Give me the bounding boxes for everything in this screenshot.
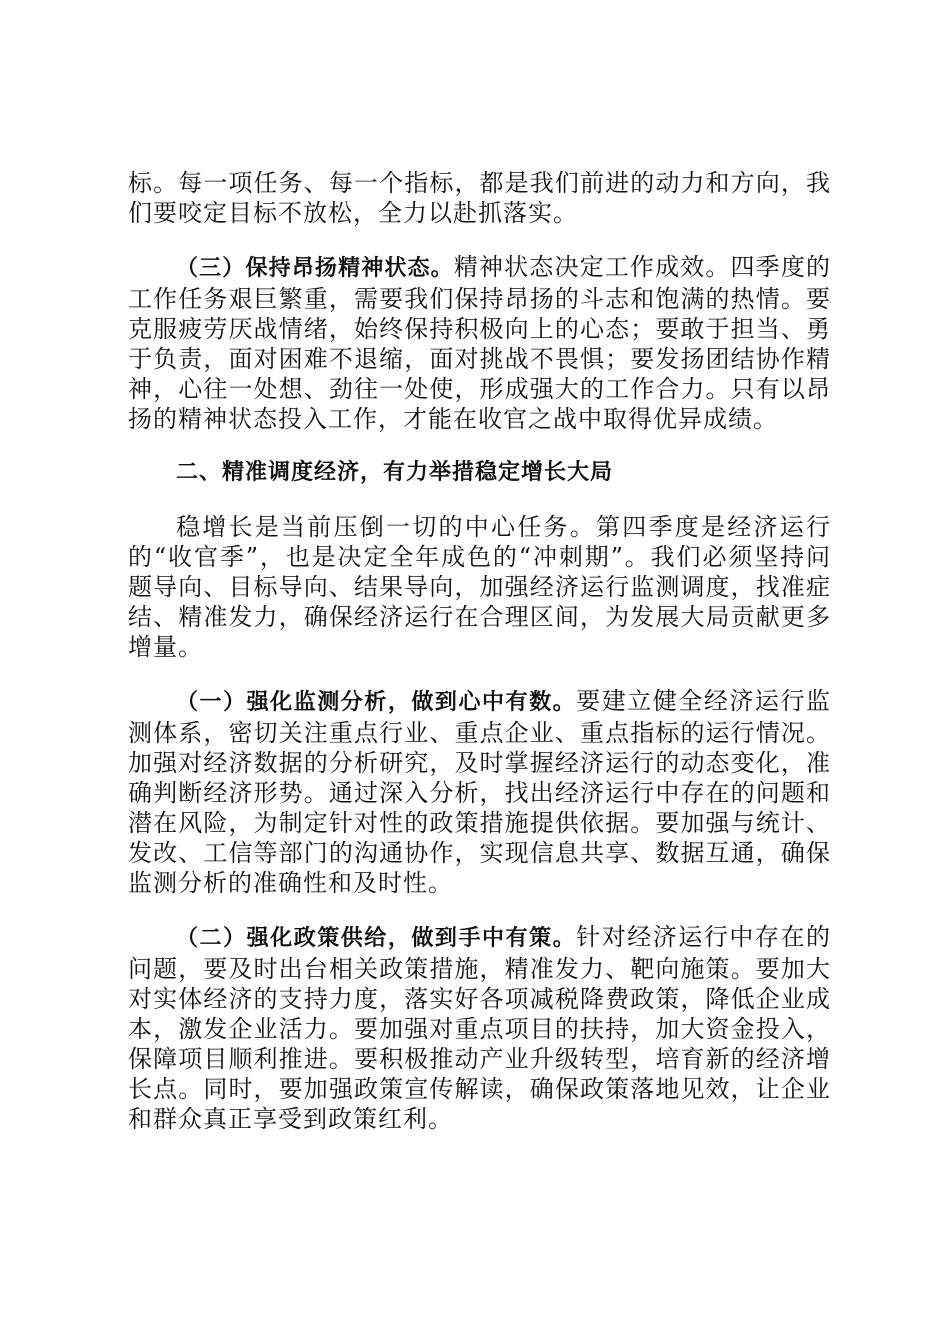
paragraph-stable-growth <box>128 512 831 662</box>
paragraph-text: 要建立健全经济运行监测体系，密切关注重点行业、重点企业、重点指标的运行情况。加强对经济数据的分析研究，及时掌握经济运行的动态变化，准确判断经济形势。通过深入分析，找出经济运行中存在的问题和潜在风险，为制定针对性的政策措施提供依据。要加强与统计、发改、工信等部门的沟通协作，实现信息共享、数据互通，确保监测分析的准确性和及时性。 <box>128 687 831 897</box>
paragraph-text: 稳增长是当前压倒一切的中心任务。第四季度是经济运行的“收官季”，也是决定全年成色的“冲刺期”。我们必须坚持问题导向、目标导向、结果导向，加强经济运行监测调度，找准症结、精准发力，确保经济运行在合理区间，为发展大局贡献更多增量。 <box>128 513 831 661</box>
paragraph-policy <box>128 922 831 1134</box>
paragraph-text: 标。每一项任务、每一个指标，都是我们前进的动力和方向，我们要咬定目标不放松，全力以赴抓落实。 <box>128 169 831 227</box>
subheading-policy: （二）强化政策供给，做到手中有策。 <box>176 926 577 951</box>
paragraph-spirit <box>128 252 831 434</box>
paragraph-monitoring <box>128 686 831 898</box>
section-heading-2: 二、精准调度经济，有力举措稳定增长大局 <box>176 460 614 485</box>
subheading-spirit: （三）保持昂扬精神状态。 <box>176 256 454 281</box>
paragraph-text: 精神状态决定工作成效。四季度的工作任务艰巨繁重，需要我们保持昂扬的斗志和饱满的热情。要克服疲劳厌战情绪，始终保持积极向上的心态；要敢于担当、勇于负责，面对困难不退缩，面对挑战不畏惧；要发扬团结协作精神，心往一处想、劲往一处使，形成强大的工作合力。只有以昂扬的精神状态投入工作，才能在收官之战中取得优异成绩。 <box>128 253 831 433</box>
subheading-monitoring: （一）强化监测分析，做到心中有数。 <box>176 690 577 715</box>
document-page <box>128 168 831 1158</box>
paragraph-text: 针对经济运行中存在的问题，要及时出台相关政策措施，精准发力、靶向施策。要加大对实体经济的支持力度，落实好各项减税降费政策，降低企业成本，激发企业活力。要加强对重点项目的扶持，加大资金投入，保障项目顺利推进。要积极推动产业升级转型，培育新的经济增长点。同时，要加强政策宣传解读，确保政策落地见效，让企业和群众真正享受到政策红利。 <box>128 923 831 1133</box>
paragraph-continuation <box>128 168 831 228</box>
